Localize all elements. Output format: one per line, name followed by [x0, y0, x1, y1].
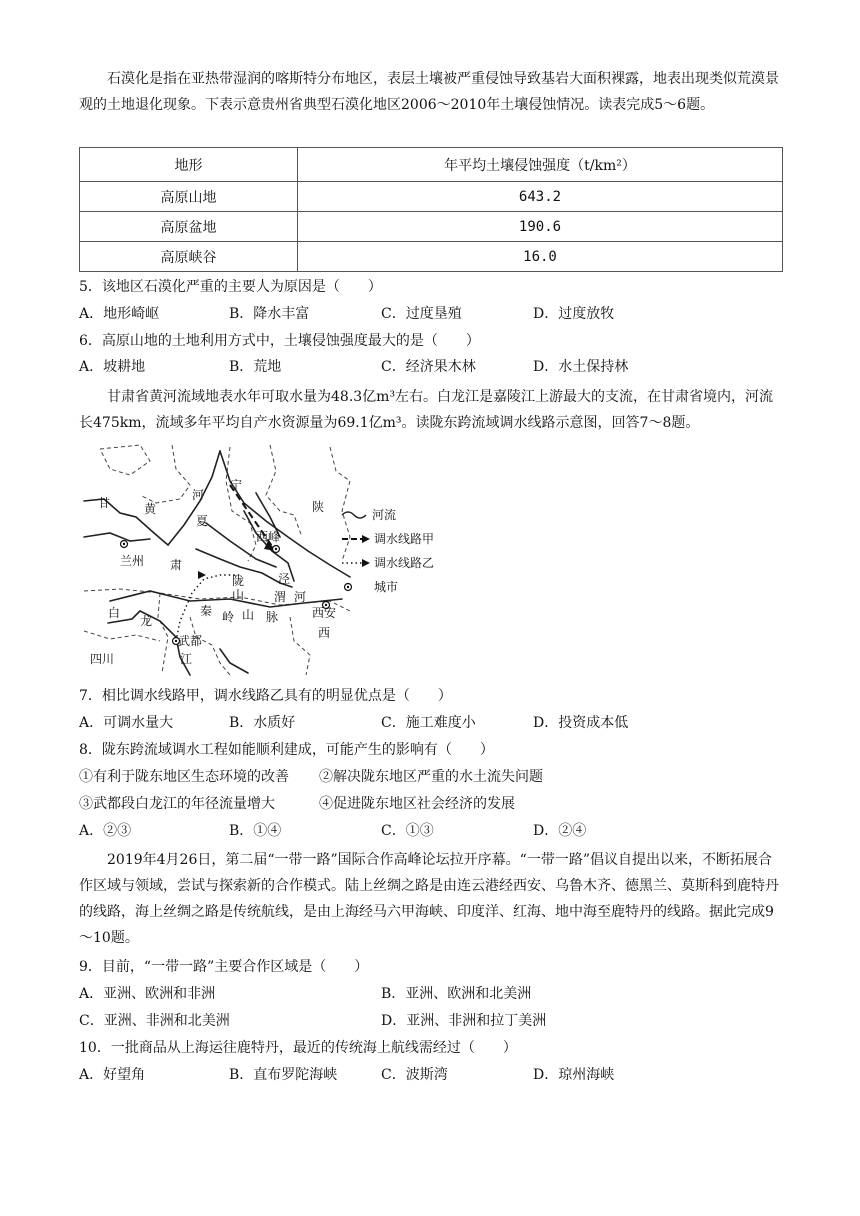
- boundary: [290, 617, 310, 675]
- question-8-statements-2: [79, 794, 781, 814]
- option-d[interactable]: D．水土保持林: [533, 359, 629, 375]
- option-d[interactable]: D．②④: [533, 823, 587, 839]
- question-8-stem: 8．陇东跨流域调水工程如能顺利建成，可能产生的影响有（ ）: [79, 742, 494, 758]
- question-6-options: [79, 357, 781, 377]
- label-bai: 白: [108, 606, 121, 620]
- map-labels: [90, 478, 336, 666]
- table-header-intensity: 年平均土壤侵蚀强度（t/km²）: [298, 148, 783, 182]
- option-a[interactable]: A．地形崎岖: [79, 306, 160, 322]
- option-a[interactable]: A．好望角: [79, 1067, 146, 1083]
- label-xifeng: 西峰: [256, 530, 281, 544]
- question-9-stem: 9．目前，“一带一路”主要合作区域是（ ）: [79, 959, 369, 975]
- question-5-stem: 5．该地区石漠化严重的主要人为原因是（ ）: [79, 279, 382, 295]
- option-c[interactable]: C．过度垦殖: [381, 306, 462, 322]
- label-shaanxi-xi: 西: [318, 626, 331, 640]
- label-wei: 渭: [274, 590, 287, 604]
- option-b[interactable]: B．①④: [229, 823, 282, 839]
- river: [220, 451, 350, 577]
- boundary: [100, 445, 150, 475]
- table-cell-terrain: 高原山地: [80, 182, 298, 212]
- legend-city: 城市: [374, 580, 399, 594]
- option-d[interactable]: D．投资成本低: [533, 715, 629, 731]
- boundary: [158, 593, 168, 673]
- legend-route-b: 调水线路乙: [374, 556, 434, 570]
- label-long: 陇: [232, 574, 245, 588]
- question-7-stem: 7．相比调水线路甲，调水线路乙具有的明显优点是（ ）: [79, 688, 452, 704]
- soil-erosion-table: [79, 147, 783, 272]
- label-gansu: 甘: [98, 496, 111, 510]
- question-5-options: [79, 304, 781, 324]
- boundary: [266, 445, 302, 537]
- label-he: 河: [192, 488, 205, 502]
- label-shan2: 山: [242, 608, 255, 622]
- label-lanzhou: 兰州: [120, 554, 145, 568]
- option-d[interactable]: D．琼州海峡: [533, 1067, 615, 1083]
- city-dot: [175, 640, 177, 642]
- question-10-stem: 10．一批商品从上海运往鹿特丹，最近的传统海上航线需经过（ ）: [79, 1040, 517, 1056]
- statement-1: ①有利于陇东地区生态环境的改善: [79, 769, 289, 785]
- city-dot: [275, 548, 277, 550]
- label-jing: 泾: [278, 572, 291, 586]
- table-cell-terrain: 高原峡谷: [80, 242, 298, 272]
- question-8-statements-1: [79, 767, 781, 787]
- option-b[interactable]: B．水质好: [229, 715, 296, 731]
- label-jiang: 江: [180, 652, 193, 666]
- passage-belt-and-road: 2019年4月26日，第二届“一带一路”国际合作高峰论坛拉开序幕。“一带一路”倡议自提出以来，不断拓展合作区域与领域，尝试与探索新的合作模式。陆上丝绸之路是由连云港经西安、乌鲁木齐、德黑兰、莫斯科到鹿特丹的线路，海上丝绸之路是传统航线，是由上海经马六甲海峡、印度洋、红海、地中海至鹿特丹的线路。据此完成9～10题。: [79, 852, 779, 946]
- route-b-arrow: [198, 571, 206, 579]
- label-he2: 河: [294, 590, 307, 604]
- label-su: 肃: [170, 558, 183, 572]
- option-a[interactable]: A．②③: [79, 823, 132, 839]
- label-mai: 脉: [266, 610, 279, 624]
- question-7-options: [79, 713, 781, 733]
- label-long2: 龙: [140, 614, 153, 628]
- table-header-terrain: 地形: [80, 148, 298, 182]
- option-b[interactable]: B．亚洲、欧洲和北美洲: [381, 986, 532, 1002]
- legend-river: 河流: [372, 508, 397, 522]
- statement-4: ④促进陇东地区社会经济的发展: [319, 796, 515, 812]
- table-cell-terrain: 高原盆地: [80, 212, 298, 242]
- table-cell-value: 643.2: [298, 182, 783, 212]
- river: [220, 649, 248, 673]
- boundary: [140, 445, 190, 503]
- legend-route-a-arrow: [362, 535, 370, 543]
- statement-3: ③武都段白龙江的年径流量增大: [79, 796, 275, 812]
- legend-route-b-arrow: [362, 559, 370, 567]
- option-d[interactable]: D．过度放牧: [533, 306, 615, 322]
- table-cell-value: 16.0: [298, 242, 783, 272]
- table-row: [80, 242, 783, 272]
- label-huang: 黄: [144, 502, 157, 516]
- label-ningxia-xia: 夏: [196, 514, 209, 528]
- label-ningxia-ning: 宁: [230, 478, 243, 492]
- option-c[interactable]: C．亚洲、非洲和北美洲: [79, 1013, 230, 1029]
- label-shan: 山: [232, 588, 245, 602]
- option-a[interactable]: A．坡耕地: [79, 359, 146, 375]
- question-9-options-row-2: [79, 1011, 781, 1031]
- water-transfer-map: [80, 441, 434, 677]
- option-c[interactable]: C．①③: [381, 823, 434, 839]
- table-row: [80, 212, 783, 242]
- wei-river: [110, 591, 342, 607]
- option-b[interactable]: B．降水丰富: [229, 306, 310, 322]
- legend-route-a: 调水线路甲: [374, 532, 434, 546]
- boundary: [330, 447, 350, 561]
- option-c[interactable]: C．经济果木林: [381, 359, 476, 375]
- option-b[interactable]: B．荒地: [229, 359, 282, 375]
- label-shaanxi: 陕: [312, 500, 325, 514]
- legend-river-symbol: [342, 512, 366, 518]
- option-c[interactable]: C．施工难度小: [381, 715, 476, 731]
- map-legend: [342, 507, 434, 594]
- table-row: [80, 182, 783, 212]
- legend-city-dot: [347, 586, 349, 588]
- question-8-options: [79, 821, 781, 841]
- question-9-options-row-1: [79, 984, 781, 1004]
- option-b[interactable]: B．直布罗陀海峡: [229, 1067, 338, 1083]
- option-a[interactable]: A．可调水量大: [79, 715, 174, 731]
- river: [84, 533, 150, 541]
- option-c[interactable]: C．波斯湾: [381, 1067, 448, 1083]
- label-sichuan: 四川: [90, 652, 115, 666]
- boundary: [84, 631, 160, 641]
- label-wudu: 武都: [178, 634, 203, 648]
- boundary: [226, 447, 256, 561]
- label-qin: 秦: [200, 604, 213, 618]
- table-header-row: [80, 148, 783, 182]
- statement-2: ②解决陇东地区严重的水土流失问题: [319, 769, 543, 785]
- passage-water-transfer: 甘肃省黄河流域地表水年可取水量为48.3亿m³左右。白龙江是嘉陵江上游最大的支流，在甘肃省境内，河流长475km，流域多年平均自产水资源量为69.1亿m³。读陇东跨流域调水线路示意图，回答7～8题。: [79, 389, 774, 431]
- label-ling: 岭: [222, 610, 235, 624]
- question-6-stem: 6．高原山地的土地利用方式中，土壤侵蚀强度最大的是（ ）: [79, 333, 480, 349]
- city-dot: [123, 543, 125, 545]
- option-a[interactable]: A．亚洲、欧洲和非洲: [79, 986, 216, 1002]
- question-10-options: [79, 1065, 781, 1085]
- passage-rocky-desertification: 石漠化是指在亚热带湿润的喀斯特分布地区，表层土壤被严重侵蚀导致基岩大面积裸露，地表出现类似荒漠景观的土地退化现象。下表示意贵州省典型石漠化地区2006～2010年土壤侵蚀情况。读表完成5～6题。: [79, 71, 779, 113]
- option-d[interactable]: D．亚洲、非洲和拉丁美洲: [381, 1013, 547, 1029]
- label-xian: 西安: [312, 606, 337, 620]
- table-cell-value: 190.6: [298, 212, 783, 242]
